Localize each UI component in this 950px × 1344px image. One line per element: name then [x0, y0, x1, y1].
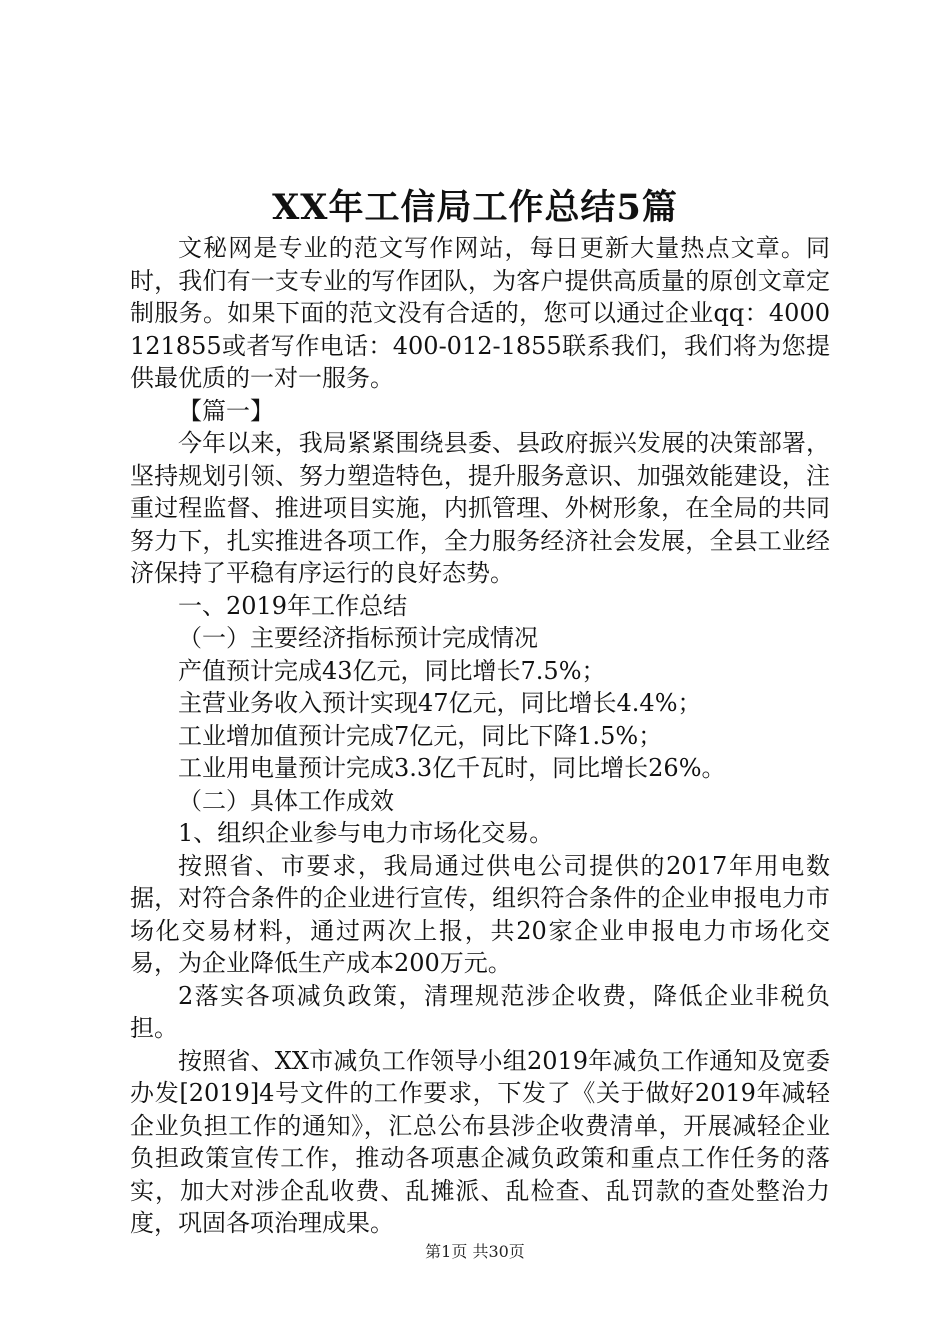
intro-paragraph: 文秘网是专业的范文写作网站，每日更新大量热点文章。同时，我们有一支专业的写作团队，为客户提供高质量的原创文章定制服务。如果下面的范文没有合适的，您可以通过企业qq：4000121855或者写作电话：400-012-1855联系我们，我们将为您提供最优质的一对一服务。	[130, 234, 830, 392]
subheading-specific-results: （二）具体工作成效	[178, 786, 394, 815]
page-number-footer: 第1页 共30页	[425, 1242, 525, 1261]
indicator-output-value: 产值预计完成43亿元，同比增长7.5%；	[178, 656, 606, 685]
indicator-electricity: 工业用电量预计完成3.3亿千瓦时，同比增长26%。	[178, 754, 726, 782]
document-title: XX年工信局工作总结5篇	[272, 187, 678, 228]
indicator-added-value: 工业增加值预计完成7亿元，同比下降1.5%；	[178, 721, 663, 750]
burden-reduction-paragraph: 按照省、XX市减负工作领导小组2019年减负工作通知及宽委办发[2019]4号文件的工作要求，下发了《关于做好2019年减轻企业负担工作的通知》，汇总公布县涉企收费清单，开展减轻企业负担政策宣传工作，推动各项惠企减负政策和重点工作任务的落实，加大对涉企乱收费、乱摊派、乱检查、乱罚款的查处整治力度，巩固各项治理成果。	[130, 1046, 830, 1237]
summary-paragraph: 今年以来，我局紧紧围绕县委、县政府振兴发展的决策部署，坚持规划引领、努力塑造特色，提升服务意识、加强效能建设，注重过程监督、推进项目实施，内抓管理、外树形象，在全局的共同努力下，扎实推进各项工作，全力服务经济社会发展，全县工业经济保持了平稳有序运行的良好态势。	[130, 429, 830, 587]
heading-2019-summary: 一、2019年工作总结	[178, 591, 408, 620]
indicator-main-revenue: 主营业务收入预计实现47亿元，同比增长4.4%；	[178, 689, 702, 717]
item-heading-burden-reduction: 2落实各项减负政策，清理规范涉企收费，降低企业非税负担。	[130, 981, 830, 1042]
electricity-trading-paragraph: 按照省、市要求，我局通过供电公司提供的2017年用电数据，对符合条件的企业进行宣传，组织符合条件的企业申报电力市场化交易材料，通过两次上报，共20家企业申报电力市场化交易，为企业降低生产成本200万元。	[130, 851, 830, 977]
subheading-main-indicators: （一）主要经济指标预计完成情况	[178, 624, 538, 652]
section-heading-part-one: 【篇一】	[178, 396, 274, 425]
item-heading-electricity-trading: 1、组织企业参与电力市场化交易。	[178, 819, 554, 847]
document-body	[130, 232, 830, 1240]
